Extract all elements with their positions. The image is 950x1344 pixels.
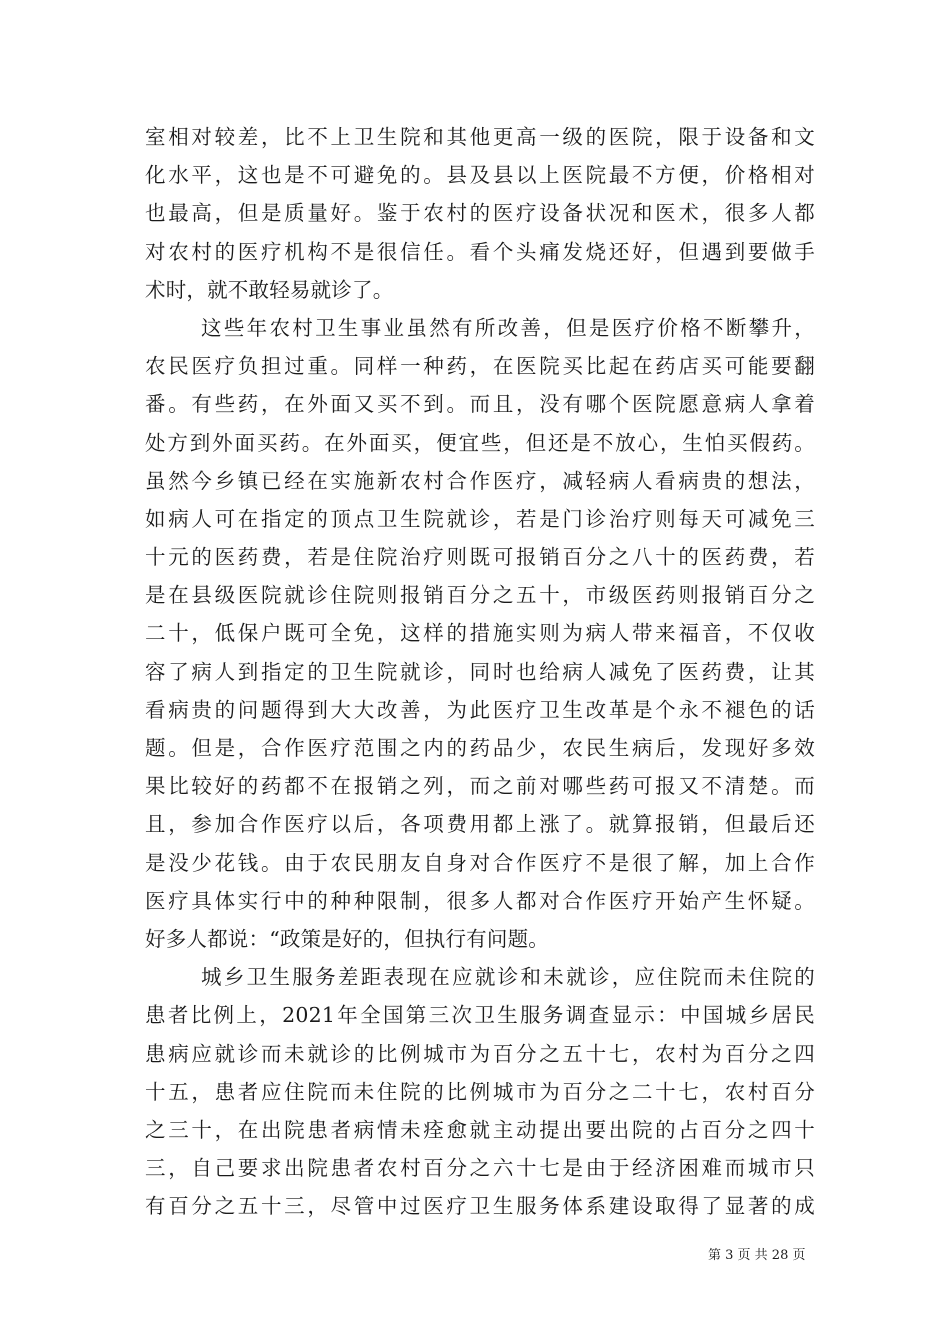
text-line: 是在县级医院就诊住院则报销百分之五十，市级医药则报销百分之 [145, 583, 815, 608]
text-line: 题。但是，合作医疗范围之内的药品少，农民生病后，发现好多效 [145, 736, 815, 760]
text-line: 患者比例上，2021年全国第三次卫生服务调查显示：中国城乡居民 [145, 1003, 815, 1028]
text-line: 有百分之五十三，尽管中过医疗卫生服务体系建设取得了显著的成 [145, 1194, 815, 1219]
text-line: 容了病人到指定的卫生院就诊，同时也给病人减免了医药费，让其 [145, 659, 815, 684]
paragraph-start-line: 城乡卫生服务差距表现在应就诊和未就诊，应住院而未住院的 [201, 965, 815, 990]
text-line: 医疗具体实行中的种种限制，很多人都对合作医疗开始产生怀疑。 [145, 888, 815, 913]
text-line: 番。有些药，在外面又买不到。而且，没有哪个医院愿意病人拿着 [145, 392, 815, 417]
text-line: 十元的医药费，若是住院治疗则既可报销百分之八十的医药费，若 [145, 545, 815, 570]
paragraph-start-line: 这些年农村卫生事业虽然有所改善，但是医疗价格不断攀升， [201, 315, 815, 340]
body-text [145, 118, 815, 1225]
text-line: 且，参加合作医疗以后，各项费用都上涨了。就算报销，但最后还 [145, 812, 815, 837]
text-line: 农民医疗负担过重。同样一种药，在医院买比起在药店买可能要翻 [145, 354, 815, 379]
text-line: 三，自己要求出院患者农村百分之六十七是由于经济困难而城市只 [145, 1156, 815, 1181]
text-line: 对农村的医疗机构不是很信任。看个头痛发烧还好，但遇到要做手 [145, 239, 815, 264]
text-line: 虽然今乡镇已经在实施新农村合作医疗，减轻病人看病贵的想法， [145, 468, 815, 493]
text-line: 如病人可在指定的顶点卫生院就诊，若是门诊治疗则每天可减免三 [145, 506, 815, 531]
text-line: 好多人都说：“政策是好的，但执行有问题。 [145, 926, 549, 951]
text-line: 是没少花钱。由于农民朋友自身对合作医疗不是很了解，加上合作 [145, 850, 815, 875]
text-line: 术时，就不敢轻易就诊了。 [145, 277, 394, 302]
text-line: 化水平，这也是不可避免的。县及县以上医院最不方便，价格相对 [145, 163, 815, 188]
text-line: 果比较好的药都不在报销之列，而之前对哪些药可报又不清楚。而 [145, 774, 815, 799]
text-line: 也最高，但是质量好。鉴于农村的医疗设备状况和医术，很多人都 [145, 201, 815, 226]
text-line: 患病应就诊而未就诊的比例城市为百分之五十七，农村为百分之四 [145, 1041, 815, 1066]
text-line: 之三十，在出院患者病情未痊愈就主动提出要出院的占百分之四十 [145, 1117, 815, 1142]
text-line: 十五，患者应住院而未住院的比例城市为百分之二十七，农村百分 [145, 1079, 815, 1104]
text-line: 室相对较差，比不上卫生院和其他更高一级的医院，限于设备和文 [145, 125, 815, 149]
page-number-footer: 第 3 页 共 28 页 [708, 1248, 806, 1263]
text-line: 处方到外面买药。在外面买，便宜些，但还是不放心，生怕买假药。 [145, 430, 815, 455]
text-line: 二十，低保户既可全免，这样的措施实则为病人带来福音，不仅收 [145, 621, 815, 646]
text-line: 看病贵的问题得到大大改善，为此医疗卫生改革是个永不褪色的话 [145, 697, 815, 722]
